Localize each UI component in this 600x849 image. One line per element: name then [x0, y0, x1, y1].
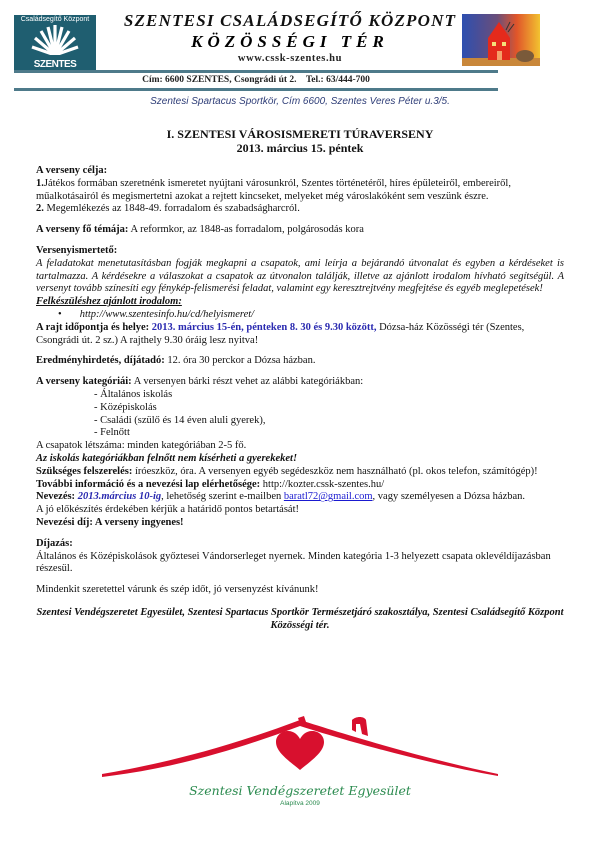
partner-address: Szentesi Spartacus Sportkör, Cím 6600, Szentes Veres Péter u.3/5. — [150, 96, 450, 107]
registration-text: , lehetőség szerint e-mailben — [161, 491, 284, 503]
equipment-line — [36, 466, 564, 479]
document-date: 2013. március 15. péntek — [236, 141, 364, 155]
equipment-label: Szükséges felszerelés: — [36, 465, 133, 477]
registration-email-link[interactable]: baratl72@gmail.com — [283, 491, 373, 503]
document-body — [36, 127, 564, 633]
org-subtitle: KÖZÖSSÉGI TÉR — [191, 32, 389, 51]
goal-item-2-number: 2. — [36, 203, 44, 215]
category-item: - Általános iskolás — [94, 388, 173, 400]
logo-bottom-text: SZENTES — [33, 59, 77, 70]
header-rule-top — [14, 70, 498, 73]
results-line — [36, 355, 564, 368]
deadline-note: A jó előkészítés érdekében kérjük a határidő pontos betartását! — [36, 504, 299, 516]
results-label: Eredményhirdetés, díjátadó: — [36, 355, 165, 367]
equipment-text: íróeszköz, óra. A versenyen egyéb segédeszköz nem használható (pl. okos telefon, számítógép)! — [132, 465, 538, 477]
goal-item-2 — [36, 203, 564, 216]
registration-text-after: , vagy személyesen a Dózsa házban. — [372, 491, 526, 503]
more-info-label: További információ és a nevezési lap elérhetősége: — [36, 478, 261, 490]
address-line: Cím: 6600 SZENTES, Csongrádi út 2. Tel.: 63/444-700 — [142, 75, 370, 85]
school-note: Az iskolás kategóriákban felnőtt nem kísérheti a gyerekeket! — [36, 452, 298, 464]
org-title: SZENTESI CSALÁDSEGÍTŐ KÖZPONT — [123, 11, 457, 30]
org-url: www.cssk-szentes.hu — [237, 53, 343, 64]
header-rule-bottom — [14, 88, 498, 91]
prizes-heading: Díjazás: — [36, 537, 73, 549]
theme-label: A verseny fő témája: — [36, 224, 129, 236]
start-line — [36, 322, 564, 348]
results-text: 12. óra 30 perckor a Dózsa házban. — [164, 355, 316, 367]
more-info-line — [36, 479, 564, 492]
registration-line — [36, 491, 564, 504]
sunburst-icon — [30, 25, 80, 55]
goal-item-2-text: Megemlékezés az 1848-49. forradalom és szabadságharcról. — [43, 203, 300, 215]
theme-text: A reformkor, az 1848-as forradalom, polgárosodás kora — [128, 224, 364, 236]
categories-line — [36, 376, 564, 389]
team-size: A csapatok létszáma: minden kategóriában 2-5 fő. — [36, 440, 247, 452]
description-heading: Versenyismertető: — [36, 244, 118, 256]
goal-item-1 — [36, 178, 564, 204]
house-painting-image — [462, 14, 540, 66]
registration-deadline: 2013.március 10-ig — [75, 491, 162, 503]
house-painting-icon — [462, 14, 540, 66]
vendegszeretet-logo — [100, 712, 500, 807]
more-info-url[interactable]: http://kozter.cssk-szentes.hu/ — [260, 478, 385, 490]
vendegszeretet-founded: Alapítva 2009 — [280, 800, 320, 807]
category-item: - Családi (szülő és 14 éven aluli gyerek), — [94, 414, 266, 426]
cssk-logo — [14, 15, 96, 73]
fee-line: Nevezési díj: A verseny ingyenes! — [36, 516, 184, 528]
category-item: - Középiskolás — [94, 401, 157, 413]
theme-line — [36, 224, 564, 237]
start-place: Dózsa-ház Közösségi tér (Szentes, Csongrádi út. 2 sz.) A rajthely 9.30 óráig lesz nyitva! — [36, 321, 525, 346]
goal-heading: A verseny célja: — [36, 165, 108, 176]
registration-label: Nevezés: — [36, 491, 76, 503]
start-time: 2013. március 15-én, pénteken 8. 30 és 9.30 között, — [149, 321, 377, 333]
prizes-text: Általános és Középiskolások győztesei Vándorserleget nyernek. Minden kategória 1-3 helyezett csapata oklevéldíjazásban részesül. — [36, 550, 551, 575]
categories-text: A versenyen bárki részt vehet az alábbi kategóriákban: — [131, 376, 364, 388]
house-roof-heart-icon — [100, 712, 500, 782]
goal-item-1-number: 1. — [36, 177, 44, 189]
logo-top-text: Családsegítő Központ — [20, 16, 90, 23]
category-item: - Felnőtt — [94, 427, 130, 439]
literature-link[interactable]: • http://www.szentesinfo.hu/cd/helyismeret/ — [36, 309, 564, 322]
goal-item-1-text: Játékos formában szeretnénk ismeretet nyújtani városunkról, Szentes történetéről, híres épületeiről, embereiről, műalkotásairól és megismertetni azokat a rejtett kincseket, melyeket még városlakóként sem veszünk észre. — [36, 177, 511, 202]
document-title: I. SZENTESI VÁROSISMERETI TÚRAVERSENY — [166, 127, 434, 141]
document-title-block — [36, 127, 564, 155]
closing-line: Mindenkit szeretettel várunk és szép időt, jó versenyzést kívánunk! — [36, 584, 319, 596]
letterhead — [0, 0, 600, 110]
organizers-line: Szentesi Vendégszeretet Egyesület, Szentesi Spartacus Sportkör Természetjáró szakosztálya, Szentesi Családsegítő Központ Közösségi tér. — [36, 606, 564, 631]
categories-label: A verseny kategóriái: — [36, 376, 132, 388]
description-text: A feladatokat menetutasításban fogják megkapni a csapatok, ami leírja a bejárandó útvonalat és egyben a kérdéseket is tartalmazza. A kérdésekre a válaszokat a csapatok az útvonalon találják, illetve az ajánlott irodalom hívható segítségül. A versenyt tovább színesíti egy fénykép-felismerési feladat, valamint egy keresztrejtvény megfejtése és egyéb meglepetések! — [36, 257, 564, 295]
literature-heading: Felkészüléshez ajánlott irodalom: — [36, 296, 182, 308]
vendegszeretet-name: Szentesi Vendégszeretet Egyesület — [189, 783, 411, 798]
start-label: A rajt időpontja és helye: — [36, 321, 150, 333]
